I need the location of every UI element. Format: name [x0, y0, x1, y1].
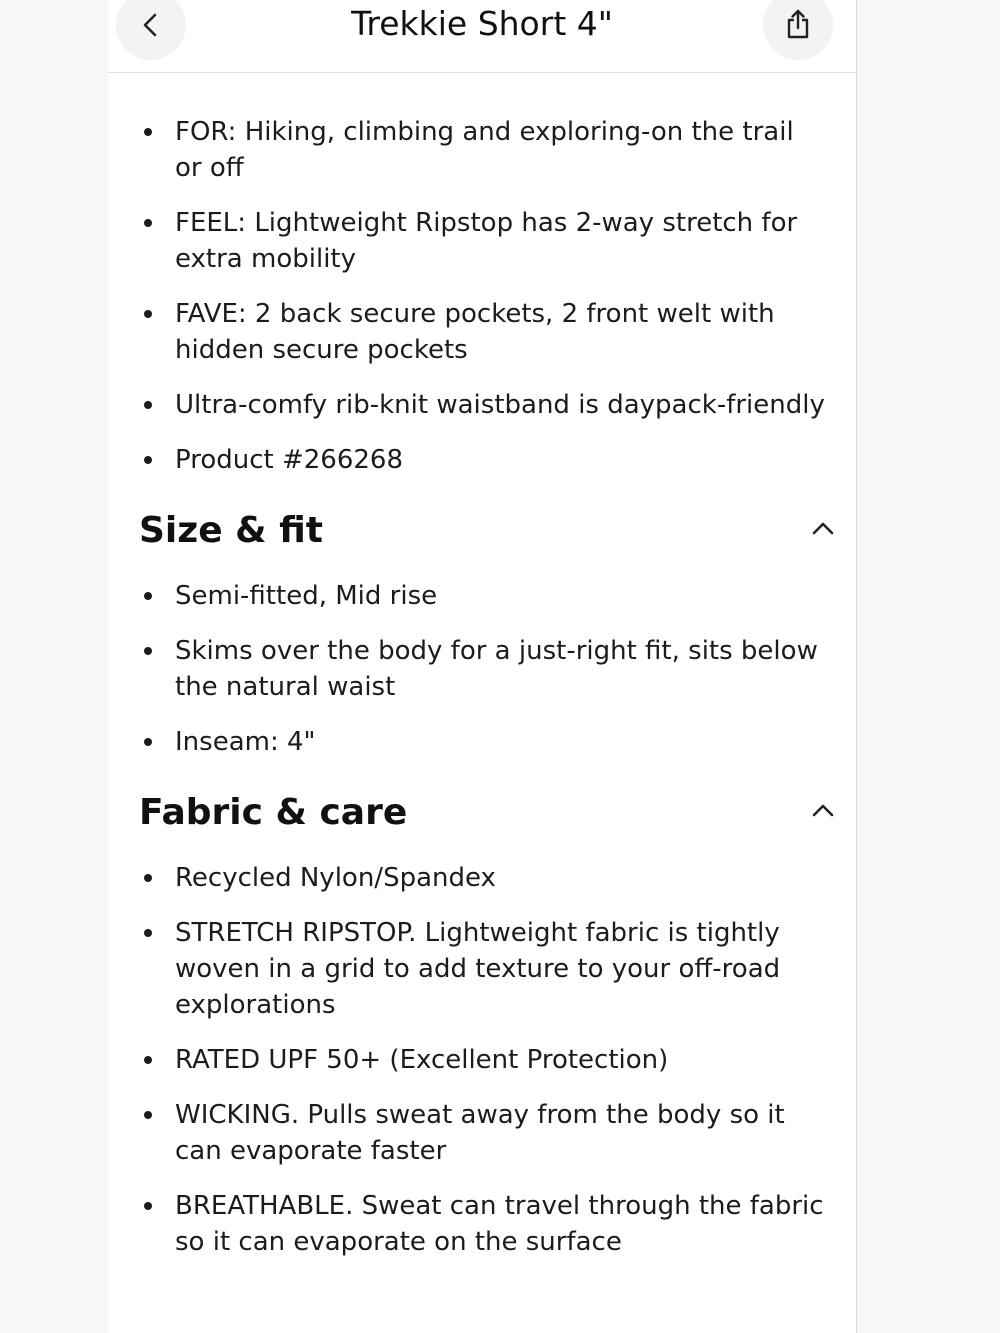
bullet-dot: [144, 1111, 152, 1119]
fabric-care-list: [108, 860, 856, 1260]
list-item: [108, 114, 856, 186]
chevron-up-icon[interactable]: [808, 514, 838, 544]
bullet-dot: [144, 592, 152, 600]
list-item: [108, 724, 856, 760]
bullet-dot: [144, 1056, 152, 1064]
list-item: [108, 442, 856, 478]
size-fit-heading: Size & fit: [139, 510, 323, 551]
bullet-dot: [144, 929, 152, 937]
size-fit-list: [108, 578, 856, 760]
share-icon: [781, 8, 815, 42]
list-item-text: FOR: Hiking, climbing and exploring-on the trail or off: [175, 117, 794, 183]
list-item: [108, 915, 856, 1023]
bullet-dot: [144, 874, 152, 882]
share-button[interactable]: [763, 0, 833, 60]
list-item: [108, 1097, 856, 1169]
list-item-text: STRETCH RIPSTOP. Lightweight fabric is tightly woven in a grid to add texture to your off-road explorations: [175, 918, 781, 1020]
list-item-text: FEEL: Lightweight Ripstop has 2-way stretch for extra mobility: [175, 208, 798, 274]
bullet-dot: [144, 401, 152, 409]
list-item-text: Product #266268: [175, 445, 404, 475]
list-item-text: RATED UPF 50+ (Excellent Protection): [175, 1045, 669, 1075]
bullet-dot: [144, 456, 152, 464]
list-item: [108, 296, 856, 368]
list-item: [108, 860, 856, 896]
bullet-dot: [144, 738, 152, 746]
bullet-dot: [144, 1202, 152, 1210]
list-item: [108, 205, 856, 277]
list-item-text: Ultra-comfy rib-knit waistband is daypack-friendly: [175, 390, 825, 420]
product-detail-screen: [108, 0, 857, 1333]
list-item-text: WICKING. Pulls sweat away from the body so it can evaporate faster: [175, 1100, 785, 1166]
fabric-care-heading: Fabric & care: [139, 792, 408, 833]
list-item-text: BREATHABLE. Sweat can travel through the fabric so it can evaporate on the surface: [175, 1191, 824, 1257]
bullet-dot: [144, 310, 152, 318]
size-fit-section-header[interactable]: [108, 508, 856, 568]
list-item-text: Inseam: 4": [175, 727, 316, 757]
bullet-dot: [144, 647, 152, 655]
list-item: [108, 387, 856, 423]
details-list: [108, 114, 856, 478]
bullet-dot: [144, 219, 152, 227]
list-item: [108, 578, 856, 614]
top-navigation-bar: [108, 0, 856, 73]
list-item: [108, 633, 856, 705]
list-item-text: Semi-fitted, Mid rise: [175, 581, 438, 611]
page-title: Trekkie Short 4": [351, 4, 613, 43]
list-item-text: Skims over the body for a just-right fit, sits below the natural waist: [175, 636, 818, 702]
chevron-up-icon[interactable]: [808, 796, 838, 826]
list-item-text: FAVE: 2 back secure pockets, 2 front welt with hidden secure pockets: [175, 299, 775, 365]
product-details-content: [108, 72, 856, 1279]
bullet-dot: [144, 128, 152, 136]
fabric-care-section-header[interactable]: [108, 790, 856, 850]
list-item: [108, 1042, 856, 1078]
list-item-text: Recycled Nylon/Spandex: [175, 863, 496, 893]
list-item: [108, 1188, 856, 1260]
